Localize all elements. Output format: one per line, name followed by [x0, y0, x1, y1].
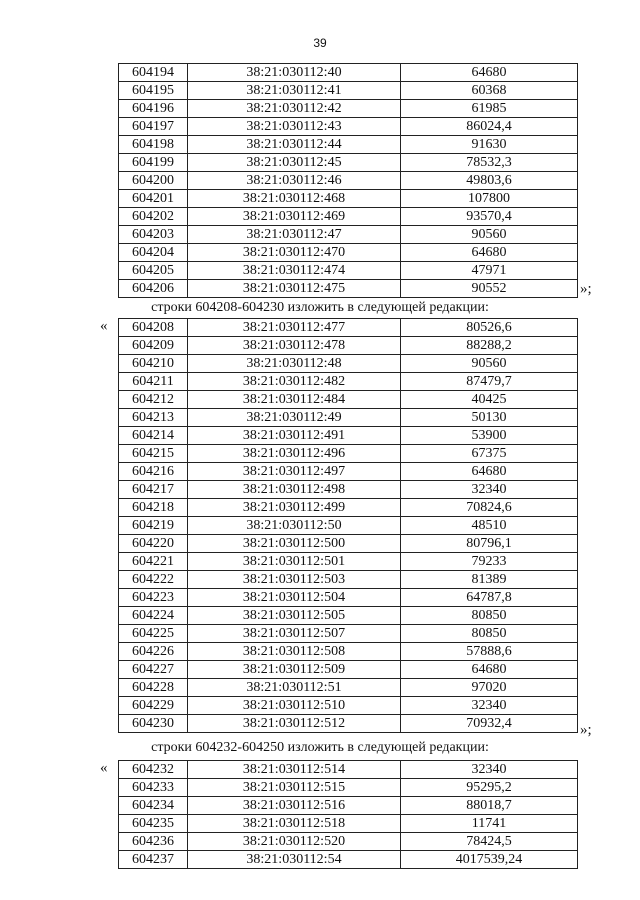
- table-row: [119, 100, 578, 118]
- cadastral-number-cell: 38:21:030112:54: [188, 851, 401, 869]
- value-cell: 88288,2: [401, 337, 578, 355]
- row-number-cell: 604230: [119, 715, 188, 733]
- row-number-cell: 604201: [119, 190, 188, 208]
- row-number-cell: 604234: [119, 797, 188, 815]
- row-number-cell: 604219: [119, 517, 188, 535]
- table-row: [119, 208, 578, 226]
- row-number-cell: 604205: [119, 262, 188, 280]
- cadastral-number-cell: 38:21:030112:496: [188, 445, 401, 463]
- row-number-cell: 604223: [119, 589, 188, 607]
- value-cell: 80850: [401, 607, 578, 625]
- value-cell: 4017539,24: [401, 851, 578, 869]
- value-cell: 95295,2: [401, 779, 578, 797]
- table-row: [119, 833, 578, 851]
- table-row: [119, 535, 578, 553]
- value-cell: 87479,7: [401, 373, 578, 391]
- cadastral-number-cell: 38:21:030112:491: [188, 427, 401, 445]
- value-cell: 70932,4: [401, 715, 578, 733]
- page-number: 39: [313, 36, 327, 50]
- table-row: [119, 779, 578, 797]
- value-cell: 64787,8: [401, 589, 578, 607]
- value-cell: 90560: [401, 355, 578, 373]
- registry-table-3: [118, 760, 578, 869]
- opening-quote-3: «: [100, 760, 108, 776]
- table-row: [119, 797, 578, 815]
- value-cell: 81389: [401, 571, 578, 589]
- cadastral-number-cell: 38:21:030112:41: [188, 82, 401, 100]
- table-row: [119, 571, 578, 589]
- cadastral-number-cell: 38:21:030112:48: [188, 355, 401, 373]
- table-row: [119, 481, 578, 499]
- table-row: [119, 761, 578, 779]
- value-cell: 32340: [401, 761, 578, 779]
- row-number-cell: 604224: [119, 607, 188, 625]
- row-number-cell: 604232: [119, 761, 188, 779]
- value-cell: 60368: [401, 82, 578, 100]
- edit-instruction-2: строки 604232-604250 изложить в следующей редакции:: [151, 740, 489, 755]
- value-cell: 49803,6: [401, 172, 578, 190]
- row-number-cell: 604222: [119, 571, 188, 589]
- cadastral-number-cell: 38:21:030112:515: [188, 779, 401, 797]
- row-number-cell: 604226: [119, 643, 188, 661]
- table-row: [119, 445, 578, 463]
- cadastral-number-cell: 38:21:030112:482: [188, 373, 401, 391]
- cadastral-number-cell: 38:21:030112:514: [188, 761, 401, 779]
- value-cell: 11741: [401, 815, 578, 833]
- value-cell: 90552: [401, 280, 578, 298]
- value-cell: 80850: [401, 625, 578, 643]
- value-cell: 97020: [401, 679, 578, 697]
- cadastral-number-cell: 38:21:030112:42: [188, 100, 401, 118]
- table-row: [119, 226, 578, 244]
- table-row: [119, 355, 578, 373]
- row-number-cell: 604197: [119, 118, 188, 136]
- row-number-cell: 604227: [119, 661, 188, 679]
- cadastral-number-cell: 38:21:030112:477: [188, 319, 401, 337]
- table-row: [119, 697, 578, 715]
- table-row: [119, 643, 578, 661]
- table-row: [119, 280, 578, 298]
- row-number-cell: 604202: [119, 208, 188, 226]
- cadastral-number-cell: 38:21:030112:50: [188, 517, 401, 535]
- row-number-cell: 604221: [119, 553, 188, 571]
- table-row: [119, 589, 578, 607]
- table-row: [119, 244, 578, 262]
- cadastral-number-cell: 38:21:030112:507: [188, 625, 401, 643]
- table-row: [119, 82, 578, 100]
- value-cell: 50130: [401, 409, 578, 427]
- cadastral-number-cell: 38:21:030112:474: [188, 262, 401, 280]
- row-number-cell: 604217: [119, 481, 188, 499]
- value-cell: 40425: [401, 391, 578, 409]
- row-number-cell: 604215: [119, 445, 188, 463]
- value-cell: 48510: [401, 517, 578, 535]
- row-number-cell: 604211: [119, 373, 188, 391]
- value-cell: 47971: [401, 262, 578, 280]
- row-number-cell: 604233: [119, 779, 188, 797]
- cadastral-number-cell: 38:21:030112:503: [188, 571, 401, 589]
- row-number-cell: 604229: [119, 697, 188, 715]
- row-number-cell: 604206: [119, 280, 188, 298]
- value-cell: 64680: [401, 244, 578, 262]
- opening-quote-2: «: [100, 318, 108, 334]
- table-row: [119, 190, 578, 208]
- row-number-cell: 604236: [119, 833, 188, 851]
- cadastral-number-cell: 38:21:030112:508: [188, 643, 401, 661]
- table-row: [119, 391, 578, 409]
- cadastral-number-cell: 38:21:030112:510: [188, 697, 401, 715]
- cadastral-number-cell: 38:21:030112:516: [188, 797, 401, 815]
- row-number-cell: 604220: [119, 535, 188, 553]
- cadastral-number-cell: 38:21:030112:46: [188, 172, 401, 190]
- value-cell: 32340: [401, 697, 578, 715]
- value-cell: 78424,5: [401, 833, 578, 851]
- value-cell: 32340: [401, 481, 578, 499]
- value-cell: 91630: [401, 136, 578, 154]
- table-row: [119, 815, 578, 833]
- table-row: [119, 625, 578, 643]
- cadastral-number-cell: 38:21:030112:504: [188, 589, 401, 607]
- table-row: [119, 463, 578, 481]
- value-cell: 80526,6: [401, 319, 578, 337]
- row-number-cell: 604213: [119, 409, 188, 427]
- table-row: [119, 118, 578, 136]
- table-row: [119, 154, 578, 172]
- table-row: [119, 499, 578, 517]
- value-cell: 64680: [401, 463, 578, 481]
- cadastral-number-cell: 38:21:030112:49: [188, 409, 401, 427]
- cadastral-number-cell: 38:21:030112:498: [188, 481, 401, 499]
- table-row: [119, 319, 578, 337]
- cadastral-number-cell: 38:21:030112:501: [188, 553, 401, 571]
- cadastral-number-cell: 38:21:030112:51: [188, 679, 401, 697]
- row-number-cell: 604204: [119, 244, 188, 262]
- cadastral-number-cell: 38:21:030112:497: [188, 463, 401, 481]
- value-cell: 64680: [401, 64, 578, 82]
- row-number-cell: 604195: [119, 82, 188, 100]
- table-row: [119, 136, 578, 154]
- cadastral-number-cell: 38:21:030112:520: [188, 833, 401, 851]
- cadastral-number-cell: 38:21:030112:40: [188, 64, 401, 82]
- value-cell: 93570,4: [401, 208, 578, 226]
- row-number-cell: 604198: [119, 136, 188, 154]
- cadastral-number-cell: 38:21:030112:500: [188, 535, 401, 553]
- cadastral-number-cell: 38:21:030112:43: [188, 118, 401, 136]
- value-cell: 57888,6: [401, 643, 578, 661]
- table-row: [119, 262, 578, 280]
- row-number-cell: 604208: [119, 319, 188, 337]
- value-cell: 64680: [401, 661, 578, 679]
- cadastral-number-cell: 38:21:030112:505: [188, 607, 401, 625]
- registry-table-2: [118, 318, 578, 733]
- cadastral-number-cell: 38:21:030112:470: [188, 244, 401, 262]
- value-cell: 86024,4: [401, 118, 578, 136]
- row-number-cell: 604196: [119, 100, 188, 118]
- row-number-cell: 604194: [119, 64, 188, 82]
- value-cell: 80796,1: [401, 535, 578, 553]
- table-row: [119, 851, 578, 869]
- value-cell: 79233: [401, 553, 578, 571]
- cadastral-number-cell: 38:21:030112:475: [188, 280, 401, 298]
- cadastral-number-cell: 38:21:030112:499: [188, 499, 401, 517]
- table-row: [119, 517, 578, 535]
- table-row: [119, 337, 578, 355]
- cadastral-number-cell: 38:21:030112:478: [188, 337, 401, 355]
- registry-table-1: [118, 63, 578, 298]
- cadastral-number-cell: 38:21:030112:44: [188, 136, 401, 154]
- row-number-cell: 604216: [119, 463, 188, 481]
- table-row: [119, 373, 578, 391]
- row-number-cell: 604218: [119, 499, 188, 517]
- table-row: [119, 661, 578, 679]
- table-row: [119, 553, 578, 571]
- value-cell: 90560: [401, 226, 578, 244]
- cadastral-number-cell: 38:21:030112:469: [188, 208, 401, 226]
- table-row: [119, 715, 578, 733]
- cadastral-number-cell: 38:21:030112:47: [188, 226, 401, 244]
- value-cell: 53900: [401, 427, 578, 445]
- table-row: [119, 409, 578, 427]
- value-cell: 70824,6: [401, 499, 578, 517]
- row-number-cell: 604209: [119, 337, 188, 355]
- row-number-cell: 604212: [119, 391, 188, 409]
- cadastral-number-cell: 38:21:030112:518: [188, 815, 401, 833]
- row-number-cell: 604200: [119, 172, 188, 190]
- row-number-cell: 604210: [119, 355, 188, 373]
- edit-instruction-1: строки 604208-604230 изложить в следующей редакции:: [151, 300, 489, 315]
- value-cell: 88018,7: [401, 797, 578, 815]
- table-row: [119, 607, 578, 625]
- cadastral-number-cell: 38:21:030112:468: [188, 190, 401, 208]
- closing-quote-1: »;: [580, 281, 592, 297]
- value-cell: 78532,3: [401, 154, 578, 172]
- value-cell: 67375: [401, 445, 578, 463]
- closing-quote-2: »;: [580, 722, 592, 738]
- table-row: [119, 172, 578, 190]
- row-number-cell: 604235: [119, 815, 188, 833]
- table-row: [119, 427, 578, 445]
- cadastral-number-cell: 38:21:030112:45: [188, 154, 401, 172]
- row-number-cell: 604199: [119, 154, 188, 172]
- cadastral-number-cell: 38:21:030112:512: [188, 715, 401, 733]
- row-number-cell: 604214: [119, 427, 188, 445]
- table-row: [119, 64, 578, 82]
- row-number-cell: 604228: [119, 679, 188, 697]
- row-number-cell: 604203: [119, 226, 188, 244]
- value-cell: 107800: [401, 190, 578, 208]
- cadastral-number-cell: 38:21:030112:509: [188, 661, 401, 679]
- row-number-cell: 604237: [119, 851, 188, 869]
- cadastral-number-cell: 38:21:030112:484: [188, 391, 401, 409]
- row-number-cell: 604225: [119, 625, 188, 643]
- table-row: [119, 679, 578, 697]
- value-cell: 61985: [401, 100, 578, 118]
